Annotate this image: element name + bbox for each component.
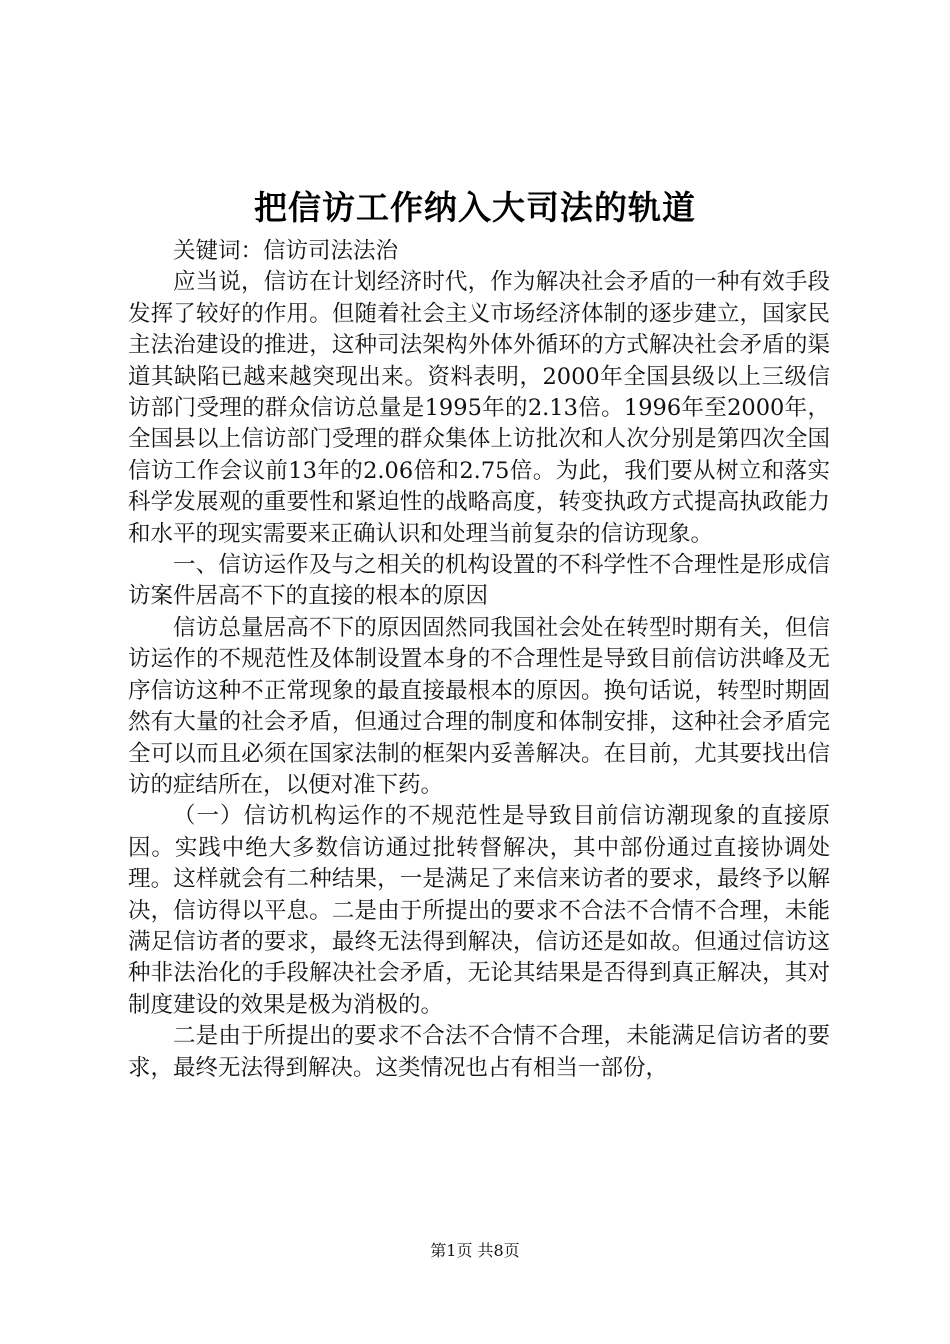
paragraph: （一）信访机构运作的不规范性是导致目前信访潮现象的直接原因。实践中绝大多数信访通过批转督解决，其中部份通过直接协调处理。这样就会有二种结果，一是满足了来信来访者的要求，最终予以解决，信访得以平息。二是由于所提出的要求不合法不合情不合理，未能满足信访者的要求，最终无法得到解决，信访还是如故。但通过信访这种非法治化的手段解决社会矛盾，无论其结果是否得到真正解决，其对制度建设的效果是极为消极的。 bbox=[128, 803, 830, 1018]
paragraph: 应当说，信访在计划经济时代，作为解决社会矛盾的一种有效手段发挥了较好的作用。但随着社会主义市场经济体制的逐步建立，国家民主法治建设的推进，这种司法架构外体外循环的方式解决社会矛盾的渠道其缺陷已越来越突现出来。资料表明，2000年全国县级以上三级信访部门受理的群众信访总量是1995年的2.13倍。1996年至2000年，全国县以上信访部门受理的群众集体上访批次和人次分别是第四次全国信访工作会议前13年的2.06倍和2.75倍。为此，我们要从树立和落实科学发展观的重要性和紧迫性的战略高度，转变执政方式提高执政能力和水平的现实需要来正确认识和处理当前复杂的信访现象。 bbox=[128, 269, 830, 547]
keywords-line: 关键词：信访司法法治 bbox=[173, 238, 399, 264]
document-body bbox=[128, 236, 830, 1084]
paragraph: 二是由于所提出的要求不合法不合情不合理，未能满足信访者的要求，最终无法得到解决。这类情况也占有相当一部份， bbox=[128, 1023, 830, 1081]
document-title: 把信访工作纳入大司法的轨道 bbox=[254, 188, 696, 227]
section-heading: 一、信访运作及与之相关的机构设置的不科学性不合理性是形成信访案件居高不下的直接的根本的原因 bbox=[128, 552, 830, 610]
paragraph: 信访总量居高不下的原因固然同我国社会处在转型时期有关，但信访运作的不规范性及体制设置本身的不合理性是导致目前信访洪峰及无序信访这种不正常现象的最直接最根本的原因。换句话说，转型时期固然有大量的社会矛盾，但通过合理的制度和体制安排，这种社会矛盾完全可以而且必须在国家法制的框架内妥善解决。在目前，尤其要找出信访的症结所在，以便对准下药。 bbox=[128, 614, 830, 798]
page-footer: 第1页 共8页 bbox=[430, 1241, 520, 1260]
